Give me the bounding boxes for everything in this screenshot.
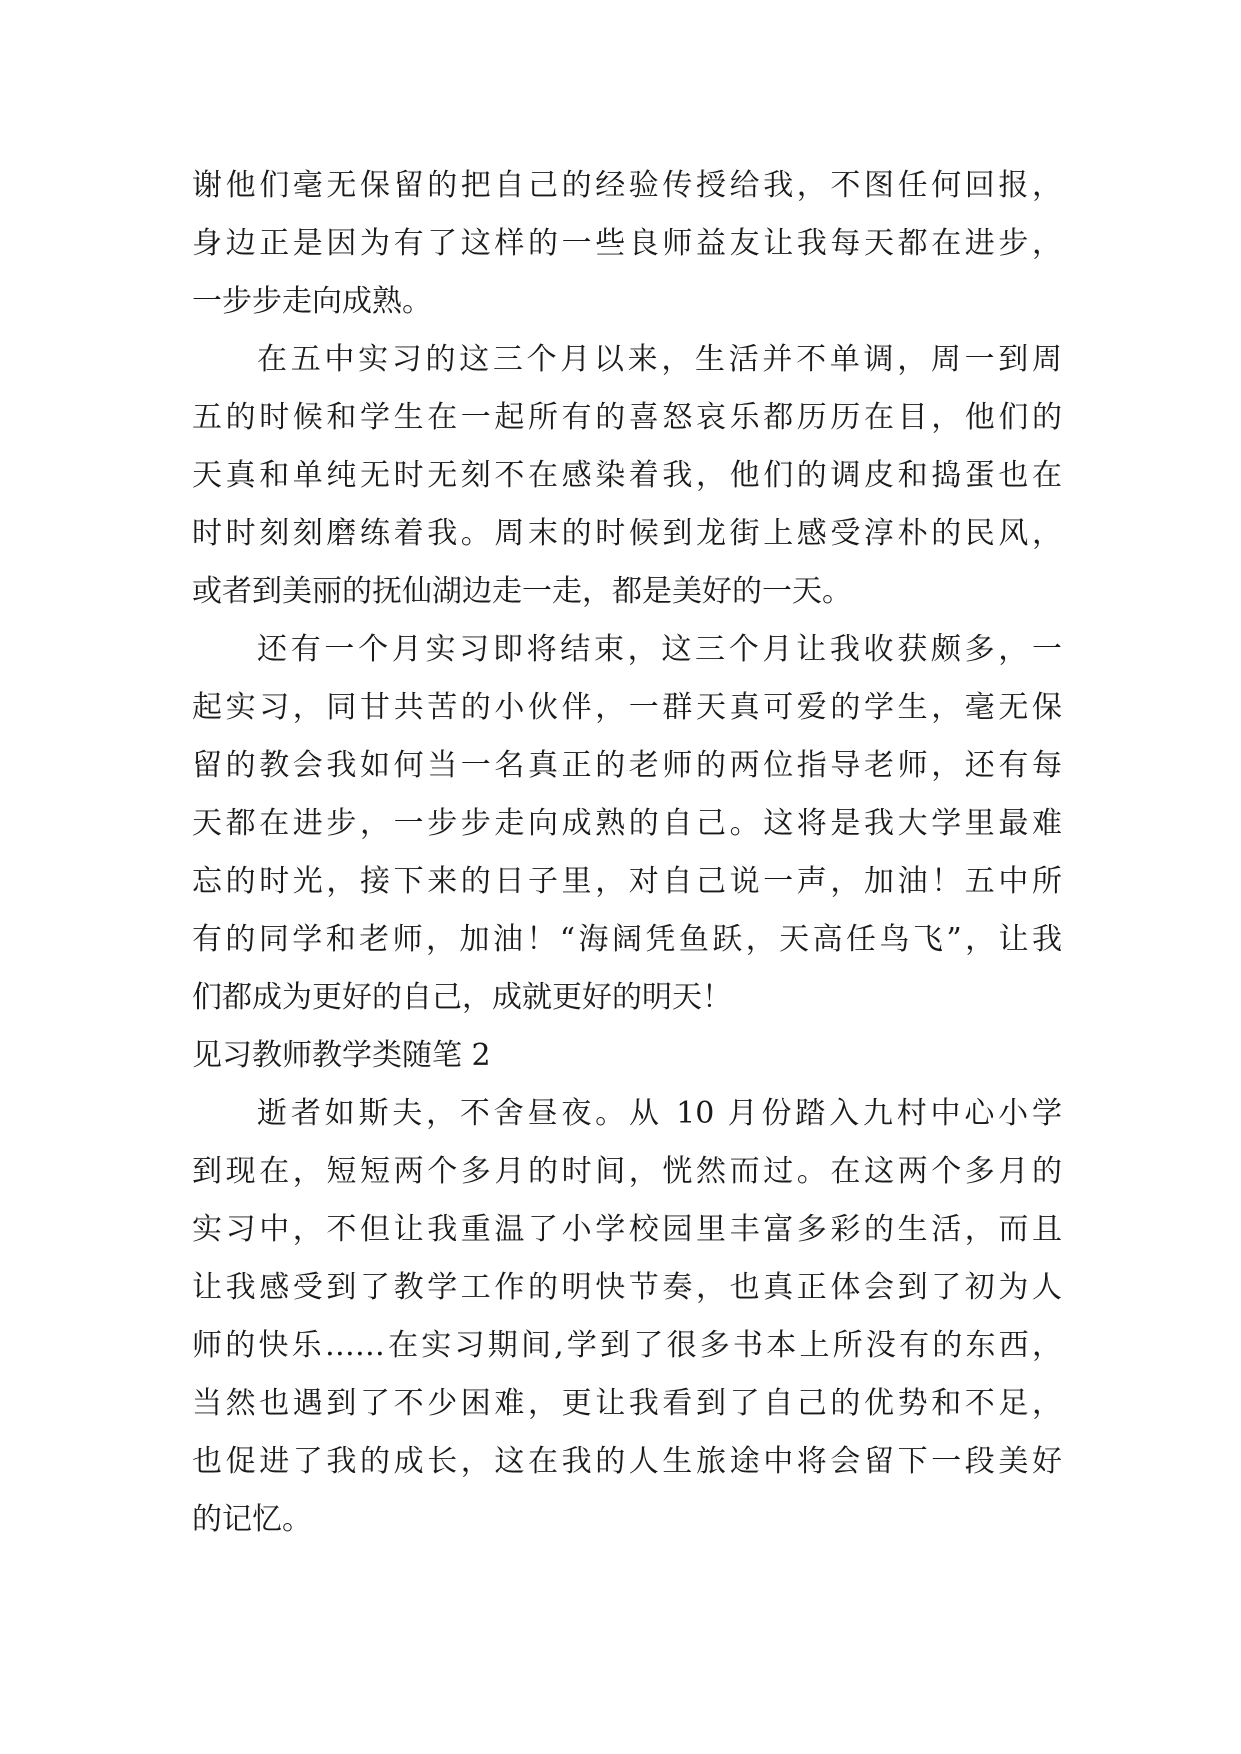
text-line: 五的时候和学生在一起所有的喜怒哀乐都历历在目，他们的 (192, 400, 1062, 435)
text-line: 起实习，同甘共苦的小伙伴，一群天真可爱的学生，毫无保 (192, 690, 1062, 725)
text-line: 身边正是因为有了这样的一些良师益友让我每天都在进步， (192, 226, 1062, 261)
text-line: 实习中，不但让我重温了小学校园里丰富多彩的生活，而且 (192, 1212, 1062, 1247)
section-heading: 见习教师教学类随笔 2 (192, 1038, 491, 1073)
text-line: 让我感受到了教学工作的明快节奏，也真正体会到了初为人 (192, 1270, 1062, 1305)
text-line: 谢他们毫无保留的把自己的经验传授给我，不图任何回报， (192, 168, 1062, 203)
text-line: 在五中实习的这三个月以来，生活并不单调，周一到周 (257, 342, 1062, 377)
text-line: 也促进了我的成长，这在我的人生旅途中将会留下一段美好 (192, 1444, 1062, 1479)
text-line: 或者到美丽的抚仙湖边走一走，都是美好的一天。 (192, 574, 852, 609)
text-line: 留的教会我如何当一名真正的老师的两位指导老师，还有每 (192, 748, 1062, 783)
text-line: 天真和单纯无时无刻不在感染着我，他们的调皮和捣蛋也在 (192, 458, 1062, 493)
text-line: 有的同学和老师，加油！“海阔凭鱼跃，天高任鸟飞”，让我 (192, 922, 1062, 957)
text-line: 师的快乐……在实习期间,学到了很多书本上所没有的东西， (192, 1328, 1062, 1363)
text-line: 忘的时光，接下来的日子里，对自己说一声，加油！五中所 (192, 864, 1062, 899)
text-line: 当然也遇到了不少困难，更让我看到了自己的优势和不足， (192, 1386, 1062, 1421)
text-line: 天都在进步，一步步走向成熟的自己。这将是我大学里最难 (192, 806, 1062, 841)
text-line: 时时刻刻磨练着我。周末的时候到龙街上感受淳朴的民风， (192, 516, 1062, 551)
text-line: 的记忆。 (192, 1502, 312, 1537)
text-line: 逝者如斯夫，不舍昼夜。从 10 月份踏入九村中心小学 (257, 1096, 1062, 1131)
text-line: 还有一个月实习即将结束，这三个月让我收获颇多，一 (257, 632, 1062, 667)
text-line: 一步步走向成熟。 (192, 284, 432, 319)
text-line: 到现在，短短两个多月的时间，恍然而过。在这两个多月的 (192, 1154, 1062, 1189)
text-line: 们都成为更好的自己，成就更好的明天！ (192, 980, 732, 1015)
